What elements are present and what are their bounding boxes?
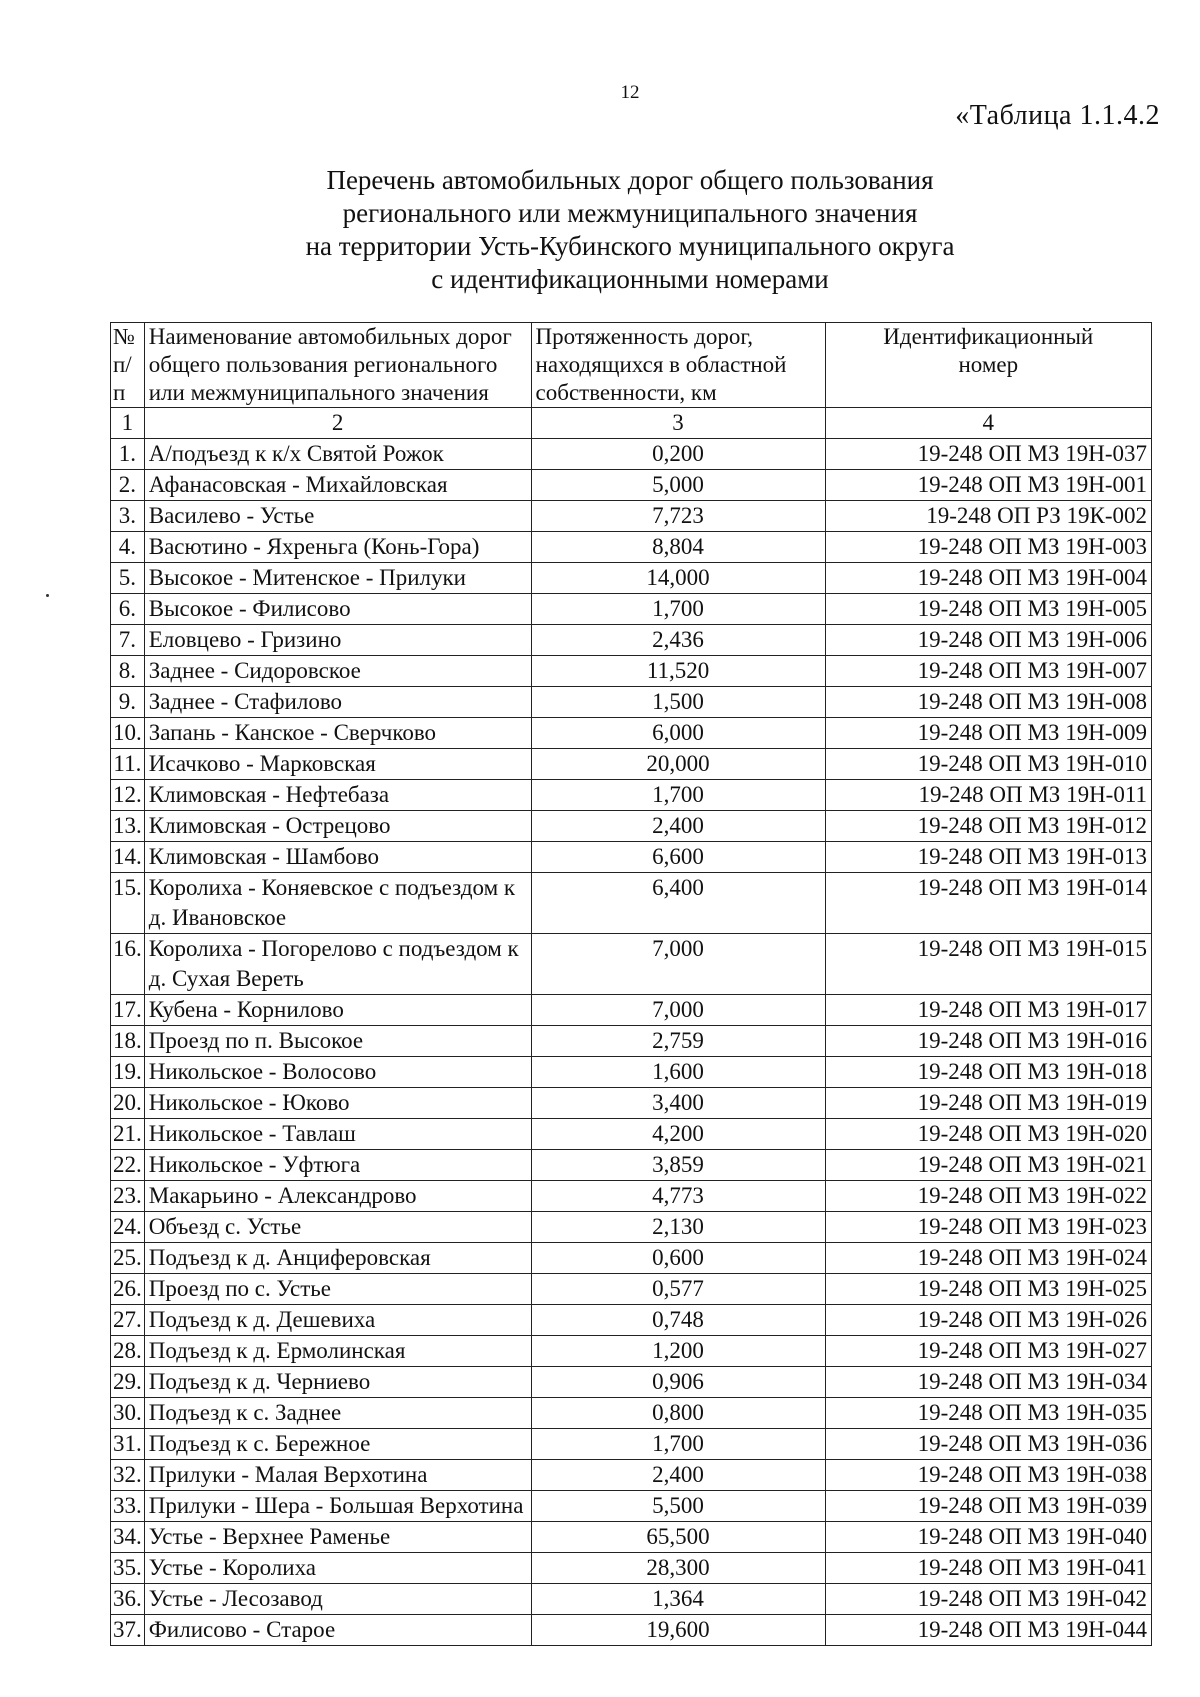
document-title [0, 164, 1200, 296]
road-length: 4,200 [531, 1119, 825, 1150]
road-length: 7,000 [531, 934, 825, 995]
road-length: 7,723 [531, 501, 825, 532]
row-number: 29. [111, 1367, 145, 1398]
row-number: 15. [111, 873, 145, 934]
table-row [111, 749, 1152, 780]
road-length: 1,600 [531, 1057, 825, 1088]
row-number: 4. [111, 532, 145, 563]
header-id: Идентификационный номер [825, 323, 1151, 408]
road-length: 0,906 [531, 1367, 825, 1398]
road-id: 19-248 ОП МЗ 19Н-041 [825, 1553, 1151, 1584]
road-id: 19-248 ОП МЗ 19Н-034 [825, 1367, 1151, 1398]
road-length: 6,000 [531, 718, 825, 749]
table-row [111, 1522, 1152, 1553]
table-row [111, 1336, 1152, 1367]
road-name: Прилуки - Малая Верхотина [144, 1460, 531, 1491]
road-length: 5,500 [531, 1491, 825, 1522]
row-number: 27. [111, 1305, 145, 1336]
road-length: 8,804 [531, 532, 825, 563]
row-number: 30. [111, 1398, 145, 1429]
table-row [111, 1150, 1152, 1181]
road-id: 19-248 ОП МЗ 19Н-013 [825, 842, 1151, 873]
column-index: 2 [144, 408, 531, 439]
table-row [111, 1367, 1152, 1398]
table-row [111, 811, 1152, 842]
road-length: 2,759 [531, 1026, 825, 1057]
row-number: 20. [111, 1088, 145, 1119]
table-row [111, 780, 1152, 811]
road-length: 1,700 [531, 594, 825, 625]
table-row [111, 687, 1152, 718]
road-name: Никольское - Волосово [144, 1057, 531, 1088]
column-index-row [111, 408, 1152, 439]
header-name: Наименование автомобильных дорог общего пользования регионального или межмуниципального значения [144, 323, 531, 408]
road-name: Запань - Канское - Сверчково [144, 718, 531, 749]
row-number: 12. [111, 780, 145, 811]
table-row [111, 934, 1152, 995]
row-number: 3. [111, 501, 145, 532]
road-length: 5,000 [531, 470, 825, 501]
road-id: 19-248 ОП МЗ 19Н-009 [825, 718, 1151, 749]
row-number: 10. [111, 718, 145, 749]
table-row [111, 1615, 1152, 1646]
road-name: Заднее - Стафилово [144, 687, 531, 718]
column-index: 3 [531, 408, 825, 439]
road-length: 1,700 [531, 780, 825, 811]
road-name: Филисово - Старое [144, 1615, 531, 1646]
row-number: 37. [111, 1615, 145, 1646]
table-row [111, 532, 1152, 563]
road-id: 19-248 ОП МЗ 19Н-025 [825, 1274, 1151, 1305]
road-name: Василево - Устье [144, 501, 531, 532]
road-name: Никольское - Уфтюга [144, 1150, 531, 1181]
road-name: А/подъезд к к/х Святой Рожок [144, 439, 531, 470]
road-name: Устье - Королиха [144, 1553, 531, 1584]
table-row [111, 625, 1152, 656]
road-id: 19-248 ОП МЗ 19Н-011 [825, 780, 1151, 811]
road-name: Кубена - Корнилово [144, 995, 531, 1026]
road-name: Заднее - Сидоровское [144, 656, 531, 687]
road-length: 2,400 [531, 1460, 825, 1491]
road-name: Подъезд к д. Ермолинская [144, 1336, 531, 1367]
row-number: 26. [111, 1274, 145, 1305]
row-number: 5. [111, 563, 145, 594]
road-name: Исачково - Марковская [144, 749, 531, 780]
road-id: 19-248 ОП МЗ 19Н-006 [825, 625, 1151, 656]
road-name: Климовская - Нефтебаза [144, 780, 531, 811]
road-length: 0,200 [531, 439, 825, 470]
table-row [111, 1243, 1152, 1274]
road-length: 6,600 [531, 842, 825, 873]
road-id: 19-248 ОП МЗ 19Н-012 [825, 811, 1151, 842]
road-length: 1,200 [531, 1336, 825, 1367]
table-row [111, 563, 1152, 594]
road-length: 3,859 [531, 1150, 825, 1181]
table-row [111, 1398, 1152, 1429]
road-length: 20,000 [531, 749, 825, 780]
road-length: 2,130 [531, 1212, 825, 1243]
table-row [111, 470, 1152, 501]
road-name: Королиха - Погорелово с подъездом к д. Сухая Вереть [144, 934, 531, 995]
roads-table [110, 322, 1152, 1646]
table-row [111, 501, 1152, 532]
road-name: Королиха - Коняевское с подъездом к д. Ивановское [144, 873, 531, 934]
row-number: 34. [111, 1522, 145, 1553]
page-number: 12 [620, 82, 640, 103]
road-name: Высокое - Митенское - Прилуки [144, 563, 531, 594]
road-name: Никольское - Тавлаш [144, 1119, 531, 1150]
road-name: Макарьино - Александрово [144, 1181, 531, 1212]
road-id: 19-248 ОП МЗ 19Н-027 [825, 1336, 1151, 1367]
row-number: 22. [111, 1150, 145, 1181]
row-number: 18. [111, 1026, 145, 1057]
row-number: 36. [111, 1584, 145, 1615]
road-id: 19-248 ОП МЗ 19Н-038 [825, 1460, 1151, 1491]
road-length: 0,800 [531, 1398, 825, 1429]
table-header-row [111, 323, 1152, 408]
road-length: 3,400 [531, 1088, 825, 1119]
row-number: 6. [111, 594, 145, 625]
row-number: 21. [111, 1119, 145, 1150]
table-row [111, 1553, 1152, 1584]
road-id: 19-248 ОП МЗ 19Н-037 [825, 439, 1151, 470]
road-id: 19-248 ОП МЗ 19Н-004 [825, 563, 1151, 594]
road-length: 2,436 [531, 625, 825, 656]
road-length: 0,748 [531, 1305, 825, 1336]
table-row [111, 873, 1152, 934]
row-number: 35. [111, 1553, 145, 1584]
road-name: Климовская - Шамбово [144, 842, 531, 873]
road-name: Подъезд к д. Черниево [144, 1367, 531, 1398]
table-row [111, 1181, 1152, 1212]
row-number: 24. [111, 1212, 145, 1243]
road-id: 19-248 ОП МЗ 19Н-035 [825, 1398, 1151, 1429]
table-row [111, 1491, 1152, 1522]
table-row [111, 1305, 1152, 1336]
road-id: 19-248 ОП МЗ 19Н-015 [825, 934, 1151, 995]
road-id: 19-248 ОП МЗ 19Н-019 [825, 1088, 1151, 1119]
row-number: 13. [111, 811, 145, 842]
row-number: 16. [111, 934, 145, 995]
table-row [111, 1460, 1152, 1491]
table-row [111, 995, 1152, 1026]
road-name: Проезд по п. Высокое [144, 1026, 531, 1057]
table-body [111, 439, 1152, 1646]
table-row [111, 1429, 1152, 1460]
table-row [111, 439, 1152, 470]
road-length: 0,577 [531, 1274, 825, 1305]
road-id: 19-248 ОП МЗ 19Н-023 [825, 1212, 1151, 1243]
title-line: регионального или межмуниципального значения [342, 198, 918, 228]
column-index: 4 [825, 408, 1151, 439]
road-length: 14,000 [531, 563, 825, 594]
header-length: Протяженность дорог, находящихся в областной собственности, км [531, 323, 825, 408]
row-number: 32. [111, 1460, 145, 1491]
road-id: 19-248 ОП МЗ 19Н-016 [825, 1026, 1151, 1057]
road-length: 1,364 [531, 1584, 825, 1615]
table-row [111, 1119, 1152, 1150]
road-length: 11,520 [531, 656, 825, 687]
road-id: 19-248 ОП МЗ 19Н-036 [825, 1429, 1151, 1460]
header-num: № п/п [111, 323, 145, 408]
road-id: 19-248 ОП МЗ 19Н-001 [825, 470, 1151, 501]
row-number: 17. [111, 995, 145, 1026]
title-line: на территории Усть-Кубинского муниципального округа [305, 231, 955, 261]
road-id: 19-248 ОП МЗ 19Н-039 [825, 1491, 1151, 1522]
road-length: 28,300 [531, 1553, 825, 1584]
table-row [111, 656, 1152, 687]
table-row [111, 842, 1152, 873]
table-row [111, 1026, 1152, 1057]
row-number: 33. [111, 1491, 145, 1522]
road-name: Подъезд к с. Заднее [144, 1398, 531, 1429]
road-id: 19-248 ОП МЗ 19Н-007 [825, 656, 1151, 687]
road-length: 7,000 [531, 995, 825, 1026]
road-length: 65,500 [531, 1522, 825, 1553]
table-row [111, 1212, 1152, 1243]
table-reference: «Таблица 1.1.4.2 [955, 100, 1160, 131]
road-length: 2,400 [531, 811, 825, 842]
road-id: 19-248 ОП МЗ 19Н-026 [825, 1305, 1151, 1336]
road-id: 19-248 ОП МЗ 19Н-005 [825, 594, 1151, 625]
road-id: 19-248 ОП МЗ 19Н-040 [825, 1522, 1151, 1553]
road-id: 19-248 ОП МЗ 19Н-018 [825, 1057, 1151, 1088]
road-id: 19-248 ОП МЗ 19Н-020 [825, 1119, 1151, 1150]
road-name: Подъезд к д. Дешевиха [144, 1305, 531, 1336]
table-row [111, 1088, 1152, 1119]
road-length: 6,400 [531, 873, 825, 934]
road-name: Еловцево - Гризино [144, 625, 531, 656]
road-name: Подъезд к с. Бережное [144, 1429, 531, 1460]
road-id: 19-248 ОП МЗ 19Н-008 [825, 687, 1151, 718]
road-id: 19-248 ОП МЗ 19Н-021 [825, 1150, 1151, 1181]
road-length: 4,773 [531, 1181, 825, 1212]
title-line: Перечень автомобильных дорог общего пользования [326, 165, 934, 195]
table-row [111, 1584, 1152, 1615]
row-number: 23. [111, 1181, 145, 1212]
road-length: 1,700 [531, 1429, 825, 1460]
road-id: 19-248 ОП МЗ 19Н-010 [825, 749, 1151, 780]
table-row [111, 1057, 1152, 1088]
road-length: 1,500 [531, 687, 825, 718]
row-number: 8. [111, 656, 145, 687]
road-name: Устье - Лесозавод [144, 1584, 531, 1615]
road-name: Высокое - Филисово [144, 594, 531, 625]
row-number: 14. [111, 842, 145, 873]
road-length: 0,600 [531, 1243, 825, 1274]
row-number: 19. [111, 1057, 145, 1088]
road-name: Афанасовская - Михайловская [144, 470, 531, 501]
title-line: с идентификационными номерами [431, 264, 829, 294]
row-number: 1. [111, 439, 145, 470]
road-name: Подъезд к д. Анциферовская [144, 1243, 531, 1274]
road-name: Объезд с. Устье [144, 1212, 531, 1243]
column-index: 1 [111, 408, 145, 439]
road-name: Прилуки - Шера - Большая Верхотина [144, 1491, 531, 1522]
table-row [111, 1274, 1152, 1305]
row-number: 7. [111, 625, 145, 656]
road-id: 19-248 ОП МЗ 19Н-022 [825, 1181, 1151, 1212]
road-id: 19-248 ОП МЗ 19Н-042 [825, 1584, 1151, 1615]
scan-speck [46, 594, 49, 597]
road-length: 19,600 [531, 1615, 825, 1646]
road-name: Проезд по с. Устье [144, 1274, 531, 1305]
table-row [111, 594, 1152, 625]
road-id: 19-248 ОП МЗ 19Н-044 [825, 1615, 1151, 1646]
row-number: 28. [111, 1336, 145, 1367]
road-id: 19-248 ОП МЗ 19Н-014 [825, 873, 1151, 934]
road-name: Никольское - Юково [144, 1088, 531, 1119]
row-number: 9. [111, 687, 145, 718]
row-number: 11. [111, 749, 145, 780]
row-number: 25. [111, 1243, 145, 1274]
road-name: Васютино - Яхреньга (Конь-Гора) [144, 532, 531, 563]
road-id: 19-248 ОП МЗ 19Н-003 [825, 532, 1151, 563]
table-row [111, 718, 1152, 749]
road-id: 19-248 ОП МЗ 19Н-024 [825, 1243, 1151, 1274]
road-name: Климовская - Острецово [144, 811, 531, 842]
row-number: 31. [111, 1429, 145, 1460]
road-name: Устье - Верхнее Раменье [144, 1522, 531, 1553]
road-id: 19-248 ОП МЗ 19Н-017 [825, 995, 1151, 1026]
row-number: 2. [111, 470, 145, 501]
road-id: 19-248 ОП РЗ 19К-002 [825, 501, 1151, 532]
